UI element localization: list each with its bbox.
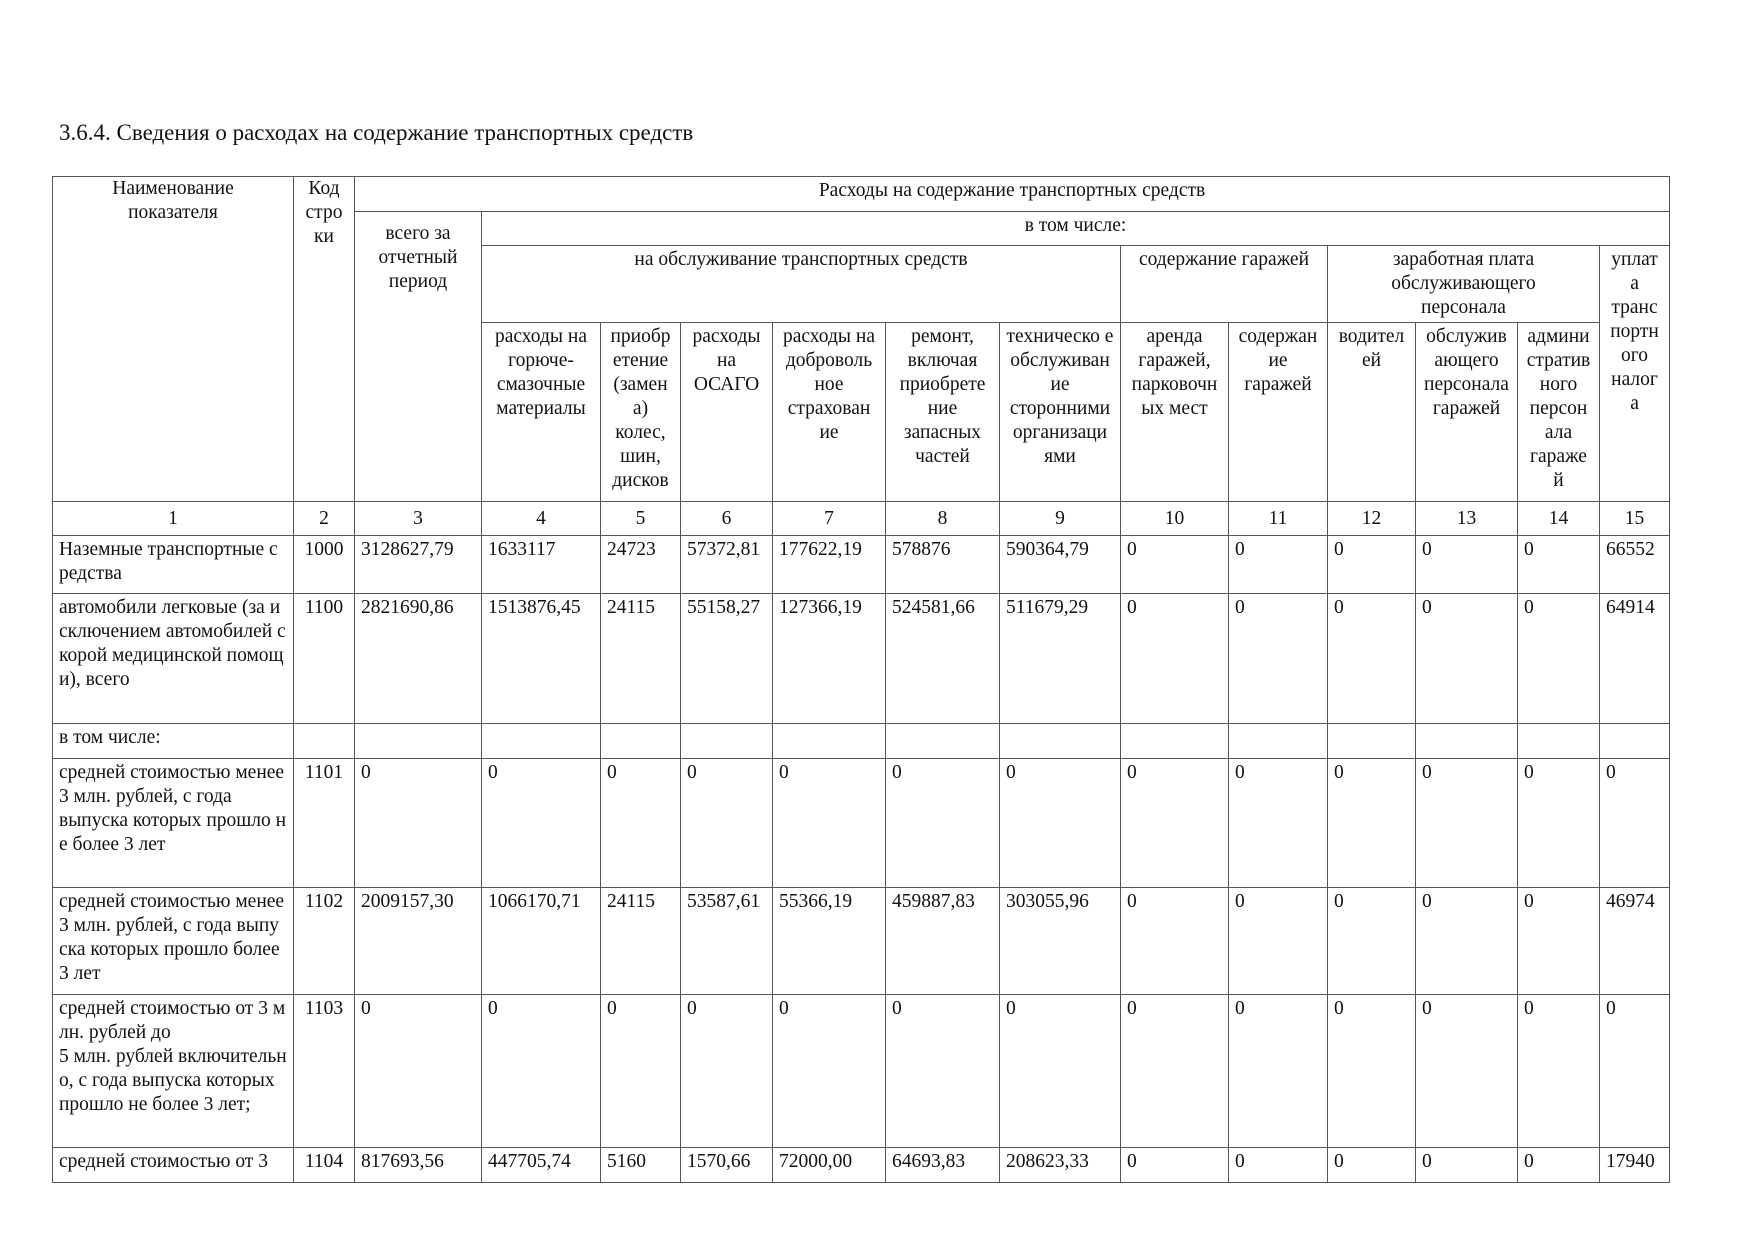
cell-value: 1633117 bbox=[482, 536, 601, 594]
cell-value: 72000,00 bbox=[773, 1148, 886, 1183]
cell-value: 511679,29 bbox=[1000, 594, 1121, 724]
cell-value bbox=[1328, 724, 1416, 759]
cell-value: 0 bbox=[773, 995, 886, 1148]
cell-value: 1513876,45 bbox=[482, 594, 601, 724]
cell-value: 5160 bbox=[601, 1148, 681, 1183]
cell-value: 1066170,71 bbox=[482, 888, 601, 995]
cell-value: 0 bbox=[1121, 995, 1229, 1148]
cell-value: 0 bbox=[1229, 995, 1328, 1148]
row-name: средней стоимостью от 3 млн. рублей до 5 млн. рублей включительно, с года выпуска которых прошло не более 3 лет; bbox=[53, 995, 294, 1148]
row-code: 1103 bbox=[294, 995, 355, 1148]
header-admin-staff: админи стратив ного персон ала гараже й bbox=[1518, 323, 1600, 502]
column-number: 9 bbox=[1000, 502, 1121, 536]
header-service-group: на обслуживание транспортных средств bbox=[482, 246, 1121, 323]
cell-value: 0 bbox=[886, 759, 1000, 888]
cell-value: 66552 bbox=[1600, 536, 1670, 594]
table-row bbox=[53, 594, 1670, 724]
cell-value: 208623,33 bbox=[1000, 1148, 1121, 1183]
header-code: Код стро ки bbox=[294, 177, 355, 502]
header-maintenance: техническо е обслуживан ие сторонними организаци ями bbox=[1000, 323, 1121, 502]
header-drivers: водител ей bbox=[1328, 323, 1416, 502]
cell-value: 0 bbox=[482, 995, 601, 1148]
column-number: 2 bbox=[294, 502, 355, 536]
table-row bbox=[53, 1148, 1670, 1183]
cell-value: 46974 bbox=[1600, 888, 1670, 995]
table-row bbox=[53, 759, 1670, 888]
cell-value: 0 bbox=[1518, 594, 1600, 724]
cell-value: 24723 bbox=[601, 536, 681, 594]
row-code: 1102 bbox=[294, 888, 355, 995]
row-name: автомобили легковые (за исключением автомобилей скорой медицинской помощи), всего bbox=[53, 594, 294, 724]
row-code: 1101 bbox=[294, 759, 355, 888]
cell-value: 0 bbox=[1229, 888, 1328, 995]
cell-value: 2009157,30 bbox=[355, 888, 482, 995]
column-number: 1 bbox=[53, 502, 294, 536]
cell-value: 0 bbox=[681, 995, 773, 1148]
column-number: 14 bbox=[1518, 502, 1600, 536]
cell-value: 3128627,79 bbox=[355, 536, 482, 594]
cell-value: 24115 bbox=[601, 594, 681, 724]
cell-value: 447705,74 bbox=[482, 1148, 601, 1183]
cell-value: 17940 bbox=[1600, 1148, 1670, 1183]
cell-value: 0 bbox=[1518, 1148, 1600, 1183]
cell-value: 590364,79 bbox=[1000, 536, 1121, 594]
column-number: 4 bbox=[482, 502, 601, 536]
cell-value: 0 bbox=[1328, 759, 1416, 888]
column-number: 3 bbox=[355, 502, 482, 536]
section-title: 3.6.4. Сведения о расходах на содержание транспортных средств bbox=[59, 120, 694, 145]
cell-value: 0 bbox=[1600, 759, 1670, 888]
cell-value: 0 bbox=[355, 995, 482, 1148]
cell-value: 0 bbox=[1518, 536, 1600, 594]
cell-value: 459887,83 bbox=[886, 888, 1000, 995]
cell-value: 0 bbox=[1518, 759, 1600, 888]
cell-value: 55366,19 bbox=[773, 888, 886, 995]
cell-value: 53587,61 bbox=[681, 888, 773, 995]
cell-value: 0 bbox=[1416, 1148, 1518, 1183]
cell-value bbox=[886, 724, 1000, 759]
header-salary-group: заработная плата обслуживающего персонала bbox=[1328, 246, 1600, 323]
header-tax: уплат а транс портн ого налог а bbox=[1600, 246, 1670, 502]
cell-value: 127366,19 bbox=[773, 594, 886, 724]
cell-value bbox=[355, 724, 482, 759]
header-osago: расходы на ОСАГО bbox=[681, 323, 773, 502]
cell-value: 1570,66 bbox=[681, 1148, 773, 1183]
header-repair: ремонт, включая приобрете ние запасных частей bbox=[886, 323, 1000, 502]
cell-value: 0 bbox=[1328, 995, 1416, 1148]
cell-value bbox=[1229, 724, 1328, 759]
table-row bbox=[53, 536, 1670, 594]
cell-value: 0 bbox=[1416, 995, 1518, 1148]
cell-value: 0 bbox=[1416, 888, 1518, 995]
row-name: в том числе: bbox=[53, 724, 294, 759]
cell-value: 24115 bbox=[601, 888, 681, 995]
header-garage-rent: аренда гаражей, парковочн ых мест bbox=[1121, 323, 1229, 502]
column-number: 11 bbox=[1229, 502, 1328, 536]
row-code: 1104 bbox=[294, 1148, 355, 1183]
header-garage-upkeep: содержан ие гаражей bbox=[1229, 323, 1328, 502]
cell-value bbox=[681, 724, 773, 759]
cell-value: 817693,56 bbox=[355, 1148, 482, 1183]
transport-expenses-table bbox=[52, 176, 1670, 1183]
cell-value: 2821690,86 bbox=[355, 594, 482, 724]
column-number: 12 bbox=[1328, 502, 1416, 536]
cell-value: 578876 bbox=[886, 536, 1000, 594]
header-voluntary-insurance: расходы на доброволь ное страхован ие bbox=[773, 323, 886, 502]
cell-value: 0 bbox=[1121, 594, 1229, 724]
table-row bbox=[53, 995, 1670, 1148]
column-number: 15 bbox=[1600, 502, 1670, 536]
row-name: средней стоимостью менее 3 млн. рублей, с года выпуска которых прошло более 3 лет bbox=[53, 888, 294, 995]
column-number: 10 bbox=[1121, 502, 1229, 536]
cell-value: 0 bbox=[1229, 759, 1328, 888]
row-name: средней стоимостью от 3 bbox=[53, 1148, 294, 1183]
row-code bbox=[294, 724, 355, 759]
table-row bbox=[53, 724, 1670, 759]
column-numbers-row bbox=[53, 502, 1670, 536]
header-fuel: расходы на горюче-смазочные материалы bbox=[482, 323, 601, 502]
cell-value: 55158,27 bbox=[681, 594, 773, 724]
cell-value bbox=[601, 724, 681, 759]
column-number: 13 bbox=[1416, 502, 1518, 536]
cell-value bbox=[482, 724, 601, 759]
cell-value: 0 bbox=[1328, 888, 1416, 995]
row-name: средней стоимостью менее 3 млн. рублей, с года выпуска которых прошло не более 3 лет bbox=[53, 759, 294, 888]
cell-value: 0 bbox=[773, 759, 886, 888]
cell-value: 0 bbox=[1416, 594, 1518, 724]
cell-value: 0 bbox=[886, 995, 1000, 1148]
cell-value: 0 bbox=[1000, 995, 1121, 1148]
cell-value: 0 bbox=[1000, 759, 1121, 888]
cell-value: 0 bbox=[1328, 536, 1416, 594]
row-name: Наземные транспортные средства bbox=[53, 536, 294, 594]
cell-value: 0 bbox=[1121, 888, 1229, 995]
cell-value: 0 bbox=[601, 759, 681, 888]
column-number: 7 bbox=[773, 502, 886, 536]
cell-value: 0 bbox=[1518, 995, 1600, 1148]
column-number: 5 bbox=[601, 502, 681, 536]
cell-value: 0 bbox=[1121, 1148, 1229, 1183]
cell-value: 0 bbox=[1121, 759, 1229, 888]
cell-value bbox=[773, 724, 886, 759]
cell-value: 0 bbox=[1328, 1148, 1416, 1183]
cell-value: 64693,83 bbox=[886, 1148, 1000, 1183]
header-garage-staff: обслужив ающего персонала гаражей bbox=[1416, 323, 1518, 502]
cell-value bbox=[1121, 724, 1229, 759]
table-row bbox=[53, 888, 1670, 995]
cell-value: 0 bbox=[1229, 594, 1328, 724]
cell-value: 177622,19 bbox=[773, 536, 886, 594]
cell-value: 0 bbox=[681, 759, 773, 888]
header-total: всего за отчетный период bbox=[355, 212, 482, 502]
cell-value: 64914 bbox=[1600, 594, 1670, 724]
cell-value bbox=[1416, 724, 1518, 759]
cell-value: 0 bbox=[1229, 536, 1328, 594]
cell-value bbox=[1518, 724, 1600, 759]
cell-value: 0 bbox=[482, 759, 601, 888]
header-including: в том числе: bbox=[482, 212, 1670, 246]
header-expenses: Расходы на содержание транспортных средств bbox=[355, 177, 1670, 212]
row-code: 1000 bbox=[294, 536, 355, 594]
cell-value: 0 bbox=[1328, 594, 1416, 724]
cell-value: 0 bbox=[1121, 536, 1229, 594]
cell-value: 524581,66 bbox=[886, 594, 1000, 724]
cell-value: 0 bbox=[1416, 536, 1518, 594]
header-wheels: приобр етение (замен а) колес, шин, дисков bbox=[601, 323, 681, 502]
cell-value: 0 bbox=[1229, 1148, 1328, 1183]
header-garage-group: содержание гаражей bbox=[1121, 246, 1328, 323]
cell-value: 0 bbox=[1416, 759, 1518, 888]
cell-value: 0 bbox=[1600, 995, 1670, 1148]
column-number: 6 bbox=[681, 502, 773, 536]
cell-value: 57372,81 bbox=[681, 536, 773, 594]
cell-value: 0 bbox=[601, 995, 681, 1148]
cell-value bbox=[1000, 724, 1121, 759]
header-name: Наименование показателя bbox=[53, 177, 294, 502]
row-code: 1100 bbox=[294, 594, 355, 724]
cell-value: 0 bbox=[355, 759, 482, 888]
column-number: 8 bbox=[886, 502, 1000, 536]
cell-value: 303055,96 bbox=[1000, 888, 1121, 995]
cell-value bbox=[1600, 724, 1670, 759]
cell-value: 0 bbox=[1518, 888, 1600, 995]
